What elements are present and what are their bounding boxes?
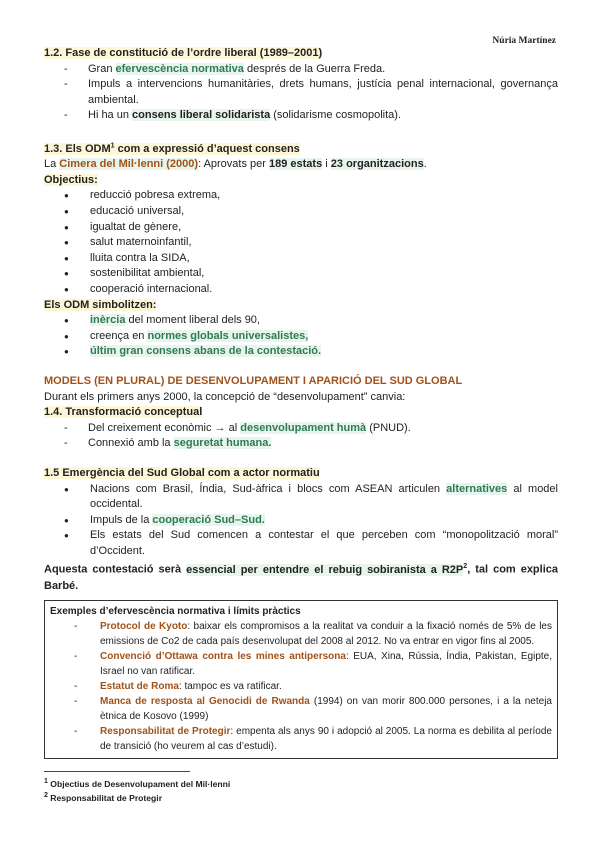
models-intro: Durant els primers anys 2000, la concepció de “desenvolupament” canvia: — [44, 390, 406, 403]
list-item: - Convenció d’Ottawa contra les mines antipersona: EUA, Xina, Rússia, Índia, Pakistan, Egipte, Israel no van ratificar. — [50, 649, 552, 679]
list-item: ● creença en normes globals universalistes, — [44, 329, 558, 345]
section-1-5-list — [44, 482, 558, 560]
examples-box-title: Exemples d’efervescència normativa i límits pràctics — [50, 606, 301, 618]
document-body — [44, 46, 558, 759]
objectives-list — [44, 188, 558, 297]
list-item: - Impuls a intervencions humanitàries, drets humans, justícia penal internacional, governança ambiental. — [44, 77, 558, 108]
section-1-5-title: 1.5 Emergència del Sud Global com a actor normatiu — [44, 466, 320, 479]
list-item: ● educació universal, — [44, 204, 558, 220]
list-item: - Hi ha un consens liberal solidarista (solidarisme cosmopolita). — [44, 108, 558, 124]
closing-paragraph: Aquesta contestació serà essencial per entendre el rebuig sobiranista a $R2P^2$, tal com explica Barbé. — [44, 563, 558, 592]
list-item: - Responsabilitat de Protegir: empenta als anys 90 i adopció al 2005. La norma es debilita al període de transició (ho veurem al cas d’estudi). — [50, 724, 552, 754]
footnotes — [44, 776, 230, 804]
section-1-2-list — [44, 62, 558, 124]
list-item: ● lluita contra la SIDA, — [44, 251, 558, 267]
section-1-2-title: 1.2. Fase de constitució de l’ordre liberal (1989–2001) — [44, 47, 323, 59]
objectives-label: Objectius: — [44, 173, 98, 186]
list-item: - Gran efervescència normativa després de la Guerra Freda. — [44, 62, 558, 78]
footnote-1: $^1$ Objectius de Desenvolupament del Mil·lenni — [44, 778, 231, 789]
list-item: - Estatut de Roma: tampoc es va ratificar. — [50, 679, 552, 694]
list-item: ● Nacions com Brasil, Índia, Sud-àfrica i blocs com ASEAN articulen alternatives al model occidental. — [44, 482, 558, 513]
list-item: ● inèrcia del moment liberal dels 90, — [44, 313, 558, 329]
models-heading: MODELS (EN PLURAL) DE DESENVOLUPAMENT I APARICIÓ DEL SUD GLOBAL — [44, 374, 463, 387]
list-item: ● salut maternoinfantil, — [44, 235, 558, 251]
footnote-ref-2: 2 — [463, 563, 468, 571]
list-item: - Manca de resposta al Genocidi de Rwanda (1994) on van morir 800.000 persones, i a la neteja ètnica de Kosovo (1999) — [50, 694, 552, 724]
section-1-4-title: 1.4. Transformació conceptual — [44, 406, 203, 419]
symbolize-label: Els ODM simbolitzen: — [44, 298, 157, 311]
list-item: ● cooperació internacional. — [44, 282, 558, 298]
examples-list — [50, 619, 552, 754]
list-item: ● sostenibilitat ambiental, — [44, 266, 558, 282]
list-item: ● Impuls de la cooperació Sud–Sud. — [44, 513, 558, 529]
examples-box — [44, 600, 558, 759]
list-item: ● igualtat de gènere, — [44, 220, 558, 236]
symbolize-list — [44, 313, 558, 360]
list-item: - Del creixement econòmic → al desenvolupament humà (PNUD). — [44, 421, 558, 437]
list-item: ● reducció pobresa extrema, — [44, 188, 558, 204]
author-name: Núria Martínez — [492, 36, 556, 46]
list-item: - Protocol de Kyoto: baixar els compromisos a la realitat va conduir a la fixació només de 5% de les emissions de Co2 de cada país desenvolupat del 2008 al 2012. No va entrar en vigor fins al 2005. — [50, 619, 552, 649]
summit-line: La Cimera del Mil·lenni (2000): Aprovats per 189 estats i 23 organitzacions. — [44, 158, 427, 171]
list-item: - Connexió amb la seguretat humana. — [44, 436, 558, 452]
section-1-3-title: 1.3. Els ODM$^1$ com a expressió d’aquest consens — [44, 141, 300, 155]
footnote-ref-1: 1 — [110, 141, 115, 149]
footnote-2: $^2$ Responsabilitat de Protegir — [44, 791, 163, 803]
list-item: ● últim gran consens abans de la contestació. — [44, 344, 558, 360]
list-item: ● Els estats del Sud comencen a contestar el que perceben com “monopolització moral” d’Occident. — [44, 528, 558, 559]
footnote-divider — [44, 771, 190, 772]
section-1-4-list — [44, 421, 558, 452]
